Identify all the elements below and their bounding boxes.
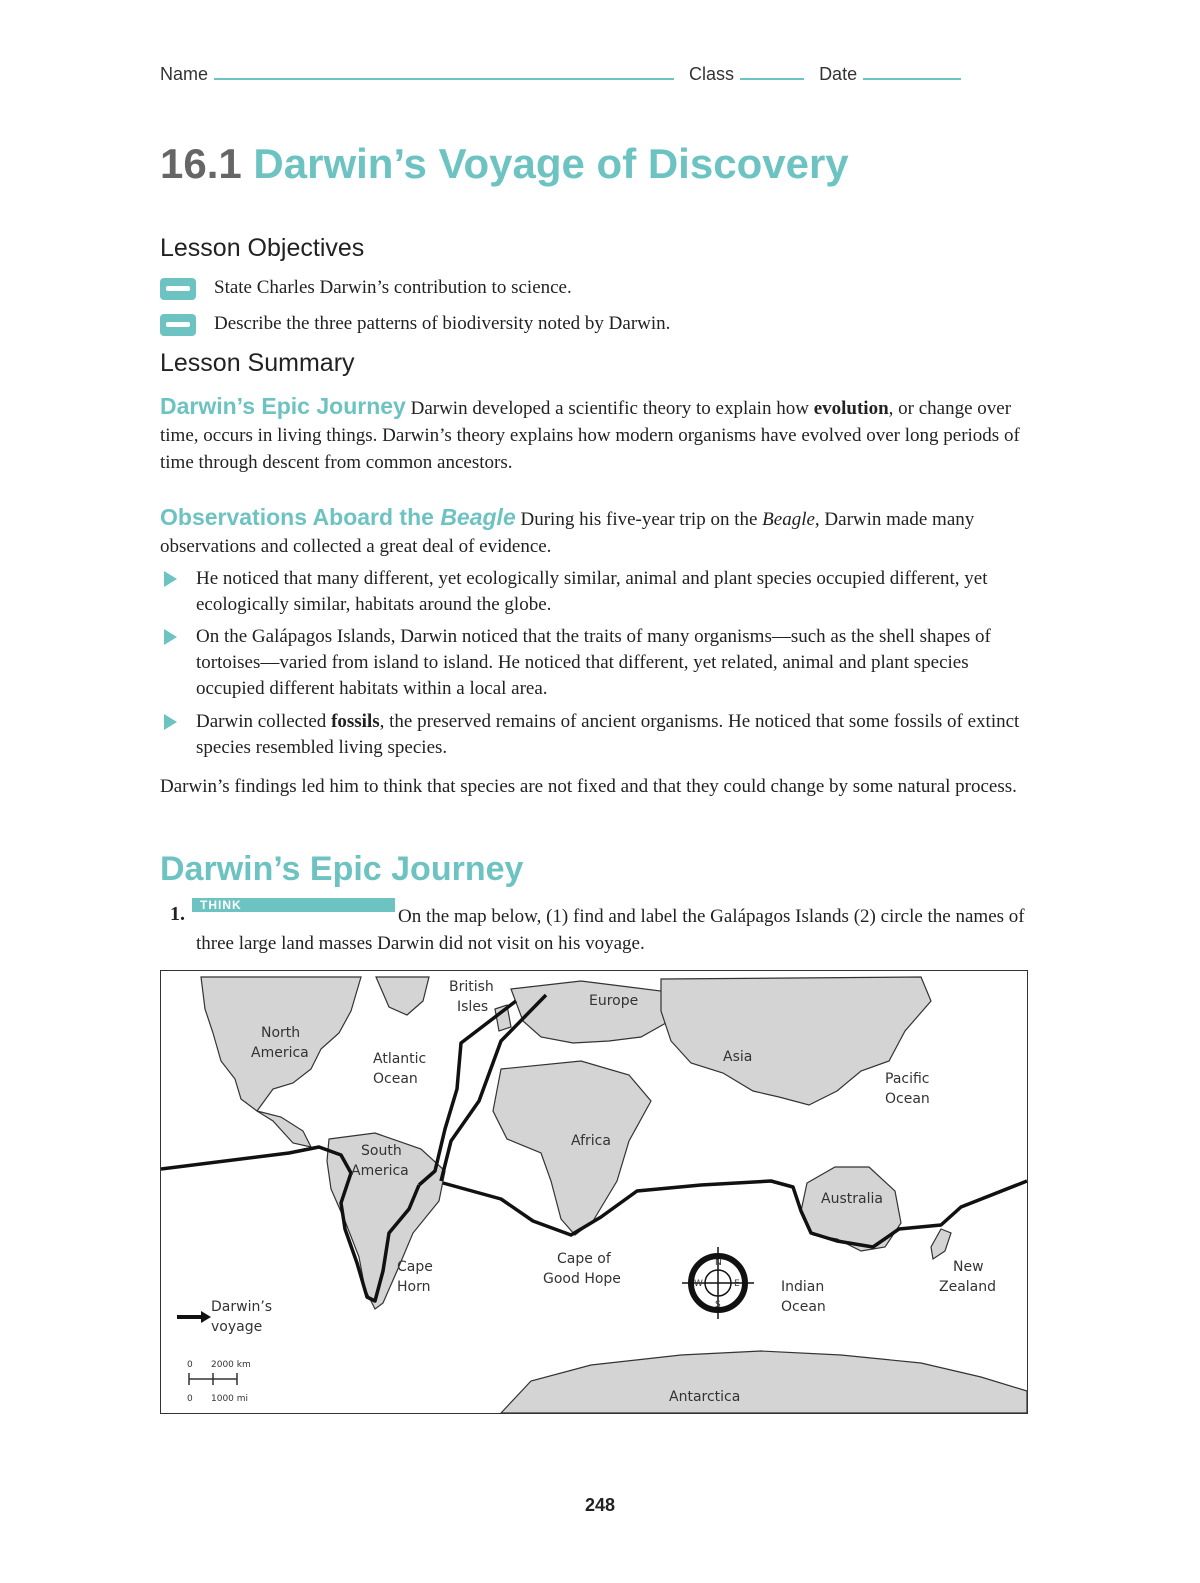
paragraph-text: During his five-year trip on the xyxy=(515,509,763,530)
label-north-america-1: North xyxy=(261,1025,301,1041)
triangle-bullet-icon xyxy=(164,571,177,587)
label-atlantic-2: Ocean xyxy=(373,1071,418,1087)
label-indian-1: Indian xyxy=(781,1279,825,1295)
key-icon xyxy=(160,278,196,300)
antarctica-landmass xyxy=(501,1351,1027,1413)
objectives-heading: Lesson Objectives xyxy=(160,234,365,262)
page-title xyxy=(160,140,849,188)
label-north-america-2: America xyxy=(251,1045,309,1061)
term-evolution: evolution xyxy=(813,398,889,419)
scale-km-label: 2000 km xyxy=(211,1360,251,1370)
north-america-landmass xyxy=(201,977,361,1111)
objective-item xyxy=(160,313,670,336)
label-good-hope-2: Good Hope xyxy=(543,1271,621,1287)
map-legend xyxy=(177,1299,272,1404)
label-pacific-2: Ocean xyxy=(885,1091,930,1107)
central-america-landmass xyxy=(257,1111,311,1147)
worksheet-header xyxy=(160,62,971,85)
lesson-number: 16.1 xyxy=(160,140,242,187)
label-south-america-1: South xyxy=(361,1143,402,1159)
think-banner: THINK xyxy=(192,898,395,912)
bullet-item: He noticed that many different, yet ecologically similar, animal and plant species occupied different, yet ecologically similar, habitats around the globe. xyxy=(160,566,1040,618)
date-label: Date xyxy=(819,64,858,84)
paragraph-lead: Darwin’s Epic Journey xyxy=(160,393,406,419)
label-australia: Australia xyxy=(821,1191,883,1207)
label-cape-horn-2: Horn xyxy=(397,1279,431,1295)
label-pacific-1: Pacific xyxy=(885,1071,930,1087)
greenland-landmass xyxy=(376,977,429,1015)
ship-name: Beagle xyxy=(762,509,815,530)
section-heading: Darwin’s Epic Journey xyxy=(160,850,524,888)
triangle-bullet-icon xyxy=(164,714,177,730)
compass-north-label: N xyxy=(715,1258,722,1268)
key-icon xyxy=(160,314,196,336)
label-south-america-2: America xyxy=(351,1163,409,1179)
class-field[interactable] xyxy=(740,62,804,80)
class-label: Class xyxy=(689,64,735,84)
summary-paragraph-1 xyxy=(160,393,1040,476)
summary-paragraph-2 xyxy=(160,504,1040,560)
lesson-title: Darwin’s Voyage of Discovery xyxy=(253,140,849,187)
question-text: On the map below, (1) find and label the Galápagos Islands (2) circle the names of three large land masses Darwin did not visit on his voyage. xyxy=(196,906,1025,954)
compass-east-label: E xyxy=(734,1279,740,1289)
voyage-map-svg xyxy=(161,971,1027,1413)
paragraph-text: Darwin developed a scientific theory to explain how xyxy=(405,398,814,419)
term-fossils: fossils xyxy=(331,711,380,732)
name-label: Name xyxy=(160,64,209,84)
compass-rose xyxy=(682,1247,754,1319)
new-zealand-landmass xyxy=(931,1229,951,1259)
label-british-1: British xyxy=(449,979,494,995)
legend-label-1: Darwin’s xyxy=(211,1299,273,1315)
name-field[interactable] xyxy=(214,62,674,80)
bullet-item: On the Galápagos Islands, Darwin noticed that the traits of many organisms—such as the shell shapes of tortoises—varied from island to island. He noticed that different, yet related, animal and plant species occupied different habitats within a local area. xyxy=(160,624,1040,702)
label-africa: Africa xyxy=(571,1133,611,1149)
triangle-bullet-icon xyxy=(164,629,177,645)
label-cape-horn-1: Cape xyxy=(397,1259,433,1275)
date-field[interactable] xyxy=(863,62,961,80)
summary-heading: Lesson Summary xyxy=(160,349,355,377)
objective-text: Describe the three patterns of biodiversity noted by Darwin. xyxy=(214,313,671,334)
compass-south-label: S xyxy=(715,1300,721,1310)
paragraph-text: , Darwin made many observations and collected a great deal of evidence. xyxy=(160,509,975,557)
page-number: 248 xyxy=(584,1495,616,1515)
scale-zero-km: 0 xyxy=(187,1360,193,1370)
paragraph-text: , or change over time, occurs in living things. Darwin’s theory explains how modern organisms have evolved over long periods of time through descent from common ancestors. xyxy=(160,398,1020,473)
label-atlantic-1: Atlantic xyxy=(373,1051,427,1067)
world-map[interactable] xyxy=(160,970,1028,1414)
label-asia: Asia xyxy=(723,1049,753,1065)
bullet-item: Darwin collected fossils, the preserved remains of ancient organisms. He noticed that some fossils of extinct species resembled living species. xyxy=(160,709,1040,761)
objective-text: State Charles Darwin’s contribution to science. xyxy=(214,277,572,298)
label-british-2: Isles xyxy=(457,999,489,1015)
scale-zero-mi: 0 xyxy=(187,1394,193,1404)
label-indian-2: Ocean xyxy=(781,1299,826,1315)
label-antarctica: Antarctica xyxy=(669,1389,741,1405)
scale-mi-label: 1000 mi xyxy=(211,1394,249,1404)
label-europe: Europe xyxy=(589,993,639,1009)
label-good-hope-1: Cape of xyxy=(557,1251,611,1267)
label-new-zealand-2: Zealand xyxy=(939,1279,997,1295)
compass-west-label: W xyxy=(694,1279,703,1289)
europe-landmass xyxy=(511,981,673,1043)
legend-label-2: voyage xyxy=(211,1319,263,1335)
objective-item xyxy=(160,277,572,300)
paragraph-lead: Observations Aboard the Beagle xyxy=(160,504,516,530)
summary-closing: Darwin’s findings led him to think that species are not fixed and that they could change by some natural process. xyxy=(160,776,1017,797)
question-number: 1. xyxy=(170,903,185,925)
label-new-zealand-1: New xyxy=(953,1259,984,1275)
